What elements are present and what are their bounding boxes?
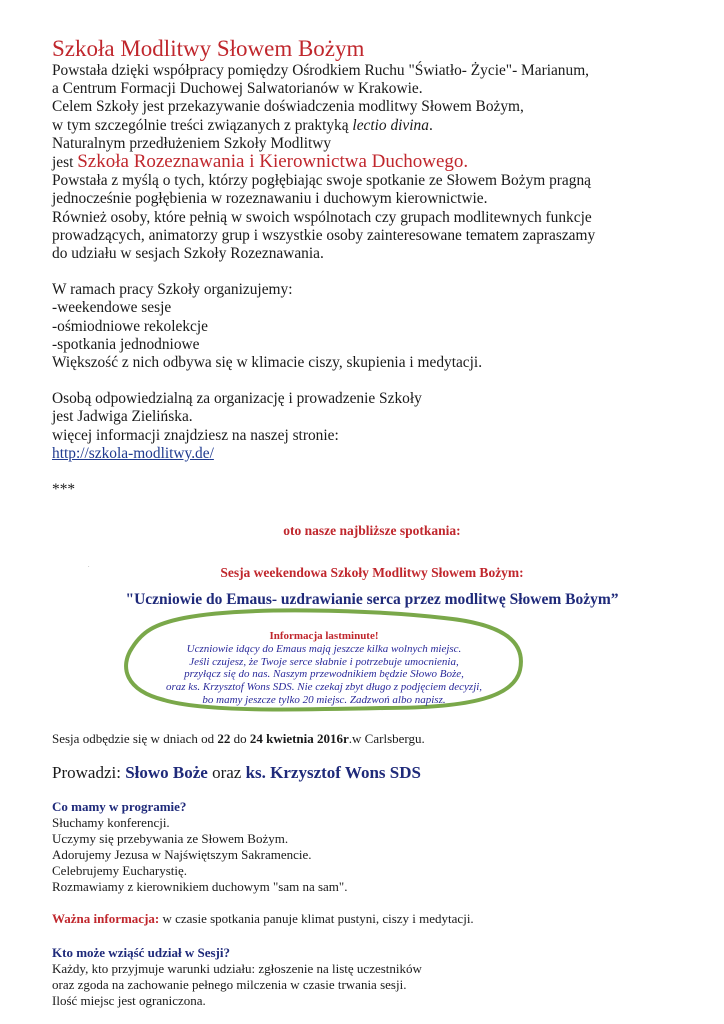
lastminute-text [124, 630, 524, 707]
lastminute-line: Uczniowie idący do Emaus mają jeszcze kilka wolnych miejsc. [186, 642, 462, 655]
program-item: Celebrujemy Eucharystię. [52, 863, 188, 879]
contact-line: więcej informacji znajdziesz na naszej stronie: [52, 426, 339, 444]
intro-section [52, 62, 692, 263]
intro-line: do udziału w sesjach Szkoły Rozeznawania. [52, 245, 324, 263]
document-page [52, 36, 692, 1009]
intro-text: jest [52, 154, 78, 172]
stray-dot: . [88, 563, 90, 569]
intro-line: prowadzących, animatorzy grup i wszystkie osoby zainteresowane tematem zapraszamy [52, 226, 596, 244]
intro-line [52, 153, 692, 172]
lectio-divina-text: lectio divina [352, 116, 429, 134]
lastminute-line: oraz ks. Krzysztof Wons SDS. Nie czekaj zbyt długo z podjęciem decyzji, [165, 681, 483, 694]
date-to: 24 kwietnia 2016r [249, 731, 349, 747]
intro-line: Powstała dzięki współpracy pomiędzy Ośrodkiem Ruchu "Światło- Życie"- Marianum, [52, 62, 590, 79]
participation-heading: Kto może wziąść udział w Sesji? [52, 945, 231, 961]
participation-line: Każdy, kto przyjmuje warunki udziału: zgłoszenie na listę uczestników [52, 961, 422, 977]
participation-section [52, 945, 692, 1009]
leader-first: Słowo Boże [125, 763, 208, 783]
organize-note: Większość z nich odbywa się w klimacie ciszy, skupienia i medytacji. [52, 354, 483, 372]
leaders-prefix: Prowadzi: [52, 763, 126, 783]
intro-line: jednocześnie pogłębienia w rozeznawaniu i duchowym kierownictwie. [52, 190, 488, 208]
contact-line: Osobą odpowiedzialną za organizację i prowadzenie Szkoły [52, 390, 422, 408]
session-title: "Uczniowie do Emaus- uzdrawianie serca przez modlitwę Słowem Bożym” [125, 591, 619, 609]
participation-line: Ilość miejsc jest ograniczona. [52, 993, 206, 1009]
meetings-heading: oto nasze najbliższe spotkania: [283, 523, 461, 539]
leader-second: ks. Krzysztof Wons SDS [245, 763, 421, 783]
program-item: Rozmawiamy z kierownikiem duchowym "sam na sam". [52, 879, 348, 895]
program-item: Słuchamy konferencji. [52, 815, 170, 831]
list-item: -ośmiodniowe rekolekcje [52, 317, 208, 335]
intro-line: Celem Szkoły jest przekazywanie doświadczenia modlitwy Słowem Bożym, [52, 98, 524, 116]
website-link[interactable]: http://szkola-modlitwy.de [52, 444, 210, 462]
organize-section [52, 281, 692, 372]
intro-line: Również osoby, które pełnią w swoich wspólnotach czy grupach modlitewnych funkcje [52, 208, 592, 226]
program-item: Adorujemy Jezusa w Najświętszym Sakramencie. [52, 847, 312, 863]
lastminute-line: przyłącz się do nas. Naszym przewodnikiem będzie Słowo Boże, [184, 668, 464, 681]
organize-heading: W ramach pracy Szkoły organizujemy: [52, 281, 293, 299]
contact-section [52, 390, 692, 463]
date-from: 22 [217, 731, 231, 747]
program-item: Uczymy się przebywania ze Słowem Bożym. [52, 831, 289, 847]
program-section [52, 799, 692, 895]
important-text: w czasie spotkania panuje klimat pustyni, ciszy i medytacji. [159, 911, 474, 927]
website-link-suffix: / [209, 444, 214, 462]
dates-suffix: .w Carlsbergu. [348, 731, 425, 747]
important-label: Ważna informacja: [52, 911, 160, 927]
lastminute-line: bo mamy jeszcze tylko 20 miejsc. Zadzwoń albo napisz. [202, 693, 446, 706]
participation-line: oraz zgoda na zachowanie pełnego milczenia w czasie trwania sesji. [52, 977, 407, 993]
list-item: -weekendowe sesje [52, 299, 172, 317]
session-type: Sesja weekendowa Szkoły Modlitwy Słowem Bożym: [220, 565, 524, 581]
separator: *** [52, 481, 76, 499]
intro-text: . [428, 116, 433, 134]
leaders-mid: oraz [207, 763, 246, 783]
page-title: Szkoła Modlitwy Słowem Bożym [52, 36, 365, 61]
school-subtitle: Szkoła Rozeznawania i Kierownictwa Duchowego. [77, 151, 469, 173]
contact-line: jest Jadwiga Zielińska. [52, 408, 193, 426]
intro-line [52, 117, 692, 135]
list-item: -spotkania jednodniowe [52, 335, 200, 353]
contact-link-line [52, 445, 692, 463]
important-info [52, 911, 692, 927]
intro-line: Powstała z myślą o tych, którzy pogłębiając swoje spotkanie ze Słowem Bożym pragną [52, 172, 591, 190]
dates-mid: do [230, 731, 250, 747]
program-heading: Co mamy w programie? [52, 799, 187, 815]
lastminute-line: Jeśli czujesz, że Twoje serce słabnie i potrzebuje umocnienia, [189, 655, 459, 668]
session-dates [52, 731, 692, 747]
leaders-line [52, 763, 692, 783]
dates-prefix: Sesja odbędzie się w dniach od [52, 731, 218, 747]
intro-line: Naturalnym przedłużeniem Szkoły Modlitwy [52, 134, 332, 152]
lastminute-title: Informacja lastminute! [269, 630, 379, 642]
intro-text: w tym szczególnie treści związanych z praktyką [52, 116, 353, 134]
intro-line: a Centrum Formacji Duchowej Salwatorianów w Krakowie. [52, 80, 423, 98]
